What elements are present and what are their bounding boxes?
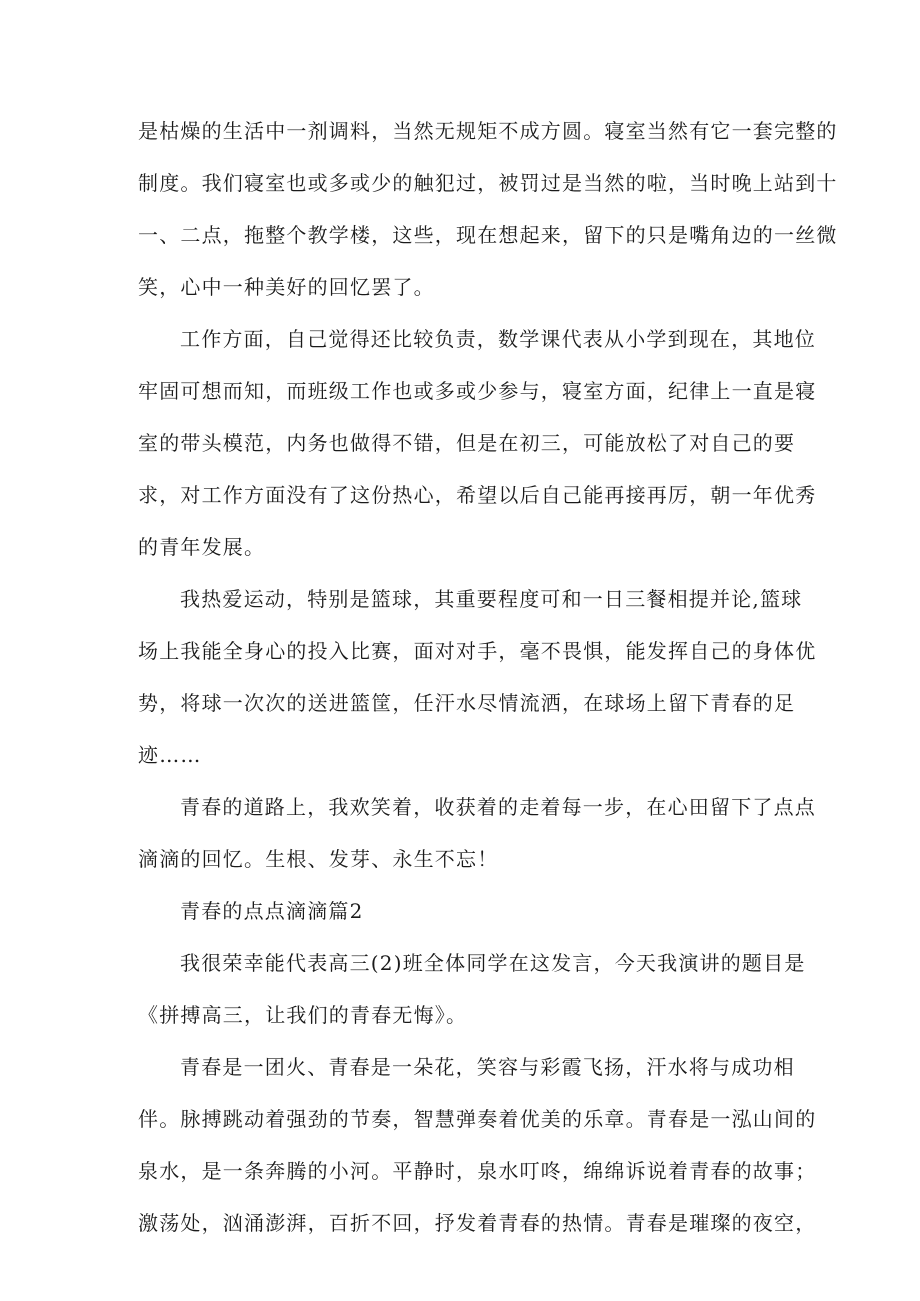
paragraph-line: 笑，心中一种美好的回忆罢了。 [138,275,435,299]
paragraph-line: 滴滴的回忆。生根、发芽、永生不忘！ [138,847,499,871]
paragraph-line: 泉水，是一条奔腾的小河。平静时，泉水叮咚，绵绵诉说着青春的故事； [138,1159,817,1183]
paragraph-line: 伴。脉搏跳动着强劲的节奏，智慧弹奏着优美的乐章。青春是一泓山间的 [138,1107,817,1131]
paragraph-line: 我热爱运动，特别是篮球，其重要程度可和一日三餐相提并论,篮球 [180,587,803,611]
paragraph-line: 室的带头模范，内务也做得不错，但是在初三，可能放松了对自己的要 [138,431,796,455]
paragraph-line: 一、二点，拖整个教学楼，这些，现在想起来，留下的只是嘴角边的一丝微 [138,223,838,247]
paragraph-line: 势，将球一次次的送进篮筐，任汗水尽情流洒，在球场上留下青春的足 [138,691,796,715]
paragraph-line: 迹…… [138,743,202,767]
paragraph-line: 求，对工作方面没有了这份热心，希望以后自己能再接再厉，朝一年优秀 [138,483,817,507]
paragraph-line: 《拼搏高三，让我们的青春无悔》。 [138,1003,468,1027]
paragraph-line: 是枯燥的生活中一剂调料，当然无规矩不成方圆。寝室当然有它一套完整的 [138,119,838,143]
paragraph-line: 青春的道路上，我欢笑着，收获着的走着每一步，在心田留下了点点 [180,795,816,819]
paragraph-line: 激荡处，汹涌澎湃，百折不回，抒发着青春的热情。青春是璀璨的夜空， [138,1211,817,1235]
paragraph-line: 的青年发展。 [138,535,266,559]
paragraph-line: 制度。我们寝室也或多或少的触犯过，被罚过是当然的啦，当时晚上站到十 [138,171,838,195]
paragraph-line: 场上我能全身心的投入比赛，面对对手，毫不畏惧，能发挥自己的身体优 [138,639,817,663]
paragraph-line: 我很荣幸能代表高三(2)班全体同学在这发言，今天我演讲的题目是 [180,951,806,975]
paragraph-line: 牢固可想而知，而班级工作也或多或少参与，寝室方面，纪律上一直是寝 [138,379,817,403]
section-heading: 青春的点点滴滴篇2 [180,899,364,923]
paragraph-line: 工作方面，自己觉得还比较负责，数学课代表从小学到现在，其地位 [180,327,816,351]
paragraph-line: 青春是一团火、青春是一朵花，笑容与彩霞飞扬，汗水将与成功相 [180,1055,795,1079]
